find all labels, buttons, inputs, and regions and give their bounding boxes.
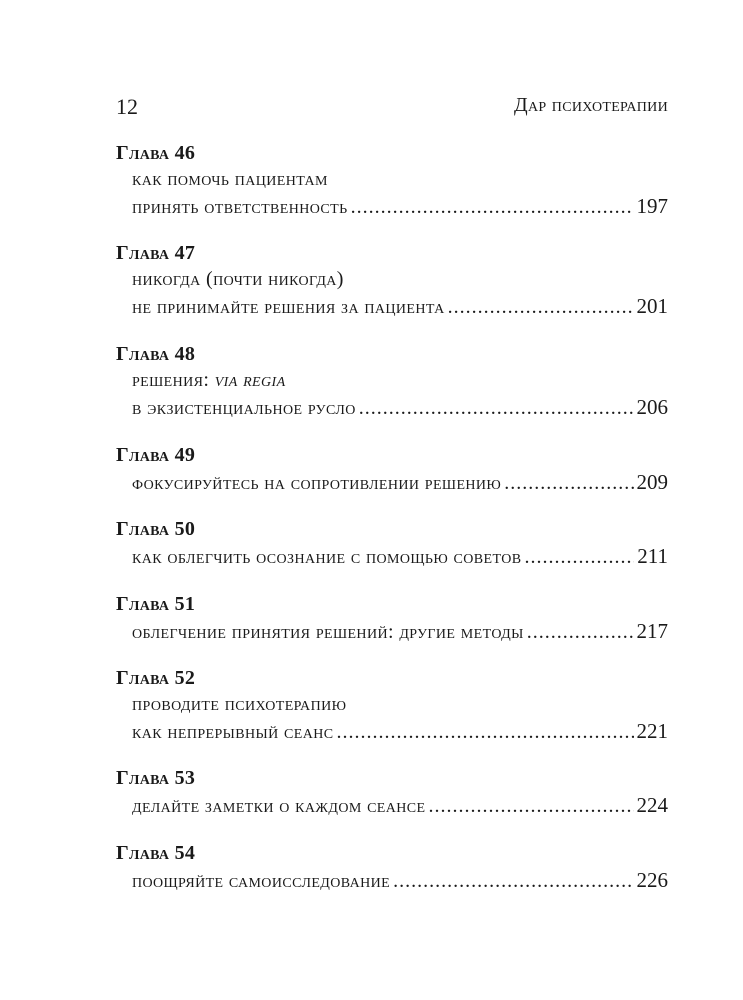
chapter-49-page: 209 [636, 470, 668, 494]
dot-leader [448, 296, 634, 319]
chapter-47-label: Глава 47 [116, 242, 196, 264]
chapter-48-title-line-2: в экзистенциальное русло [132, 397, 356, 419]
chapter-49-title: фокусируйтесь на сопротивлении решению [132, 472, 502, 494]
chapter-54-label: Глава 54 [116, 842, 196, 864]
chapter-51-page: 217 [636, 619, 668, 643]
chapter-46-label: Глава 46 [116, 142, 196, 164]
chapter-51-label: Глава 51 [116, 593, 196, 615]
chapter-48-entry [132, 395, 668, 420]
dot-leader [525, 546, 635, 569]
chapter-52-label: Глава 52 [116, 667, 196, 689]
chapter-50-entry [132, 544, 668, 569]
dot-leader [359, 397, 634, 420]
chapter-52-page: 221 [636, 719, 668, 743]
chapter-54-entry [132, 868, 668, 893]
dot-leader [428, 795, 633, 818]
chapter-48-page: 206 [636, 395, 668, 419]
chapter-48-title-italic: via regia [214, 369, 286, 391]
chapter-48-title-line-1 [132, 369, 668, 392]
dot-leader [351, 196, 634, 219]
chapter-52-entry [132, 719, 668, 744]
chapter-46-title-line-1: как помочь пациентам [132, 168, 328, 190]
chapter-54-page: 226 [636, 868, 668, 892]
dot-leader [527, 621, 634, 644]
chapter-47-page: 201 [636, 294, 668, 318]
dot-leader [337, 721, 634, 744]
chapter-53-title: делайте заметки о каждом сеансе [132, 795, 426, 817]
chapter-51-entry [132, 619, 668, 644]
chapter-46-title-line-2: принять ответственность [132, 196, 348, 218]
chapter-51-title: облегчение принятия решений: другие методы [132, 621, 524, 643]
chapter-49-label: Глава 49 [116, 444, 196, 466]
chapter-54-title: поощряйте самоисследование [132, 870, 391, 892]
chapter-52-title-line-2: как непрерывный сеанс [132, 721, 334, 743]
chapter-46-entry [132, 194, 668, 219]
chapter-48-label: Глава 48 [116, 343, 196, 365]
chapter-49-entry [132, 470, 668, 495]
chapter-52-title-line-1: проводите психотерапию [132, 693, 347, 715]
chapter-50-title: как облегчить осознание с помощью советов [132, 546, 522, 568]
chapter-48-title-prefix: решения: [132, 369, 215, 391]
chapter-50-page: 211 [637, 544, 668, 568]
chapter-47-title-line-2: не принимайте решения за пациента [132, 296, 445, 318]
running-head: Дар психотерапии [514, 94, 668, 116]
chapter-53-label: Глава 53 [116, 767, 196, 789]
dot-leader [504, 472, 633, 495]
chapter-50-label: Глава 50 [116, 518, 196, 540]
chapter-47-title-line-1: никогда (почти никогда) [132, 268, 344, 290]
chapter-46-page: 197 [636, 194, 668, 218]
chapter-47-entry [132, 294, 668, 319]
chapter-53-page: 224 [636, 793, 668, 817]
dot-leader [393, 870, 633, 893]
chapter-53-entry [132, 793, 668, 818]
page-number: 12 [116, 94, 138, 119]
